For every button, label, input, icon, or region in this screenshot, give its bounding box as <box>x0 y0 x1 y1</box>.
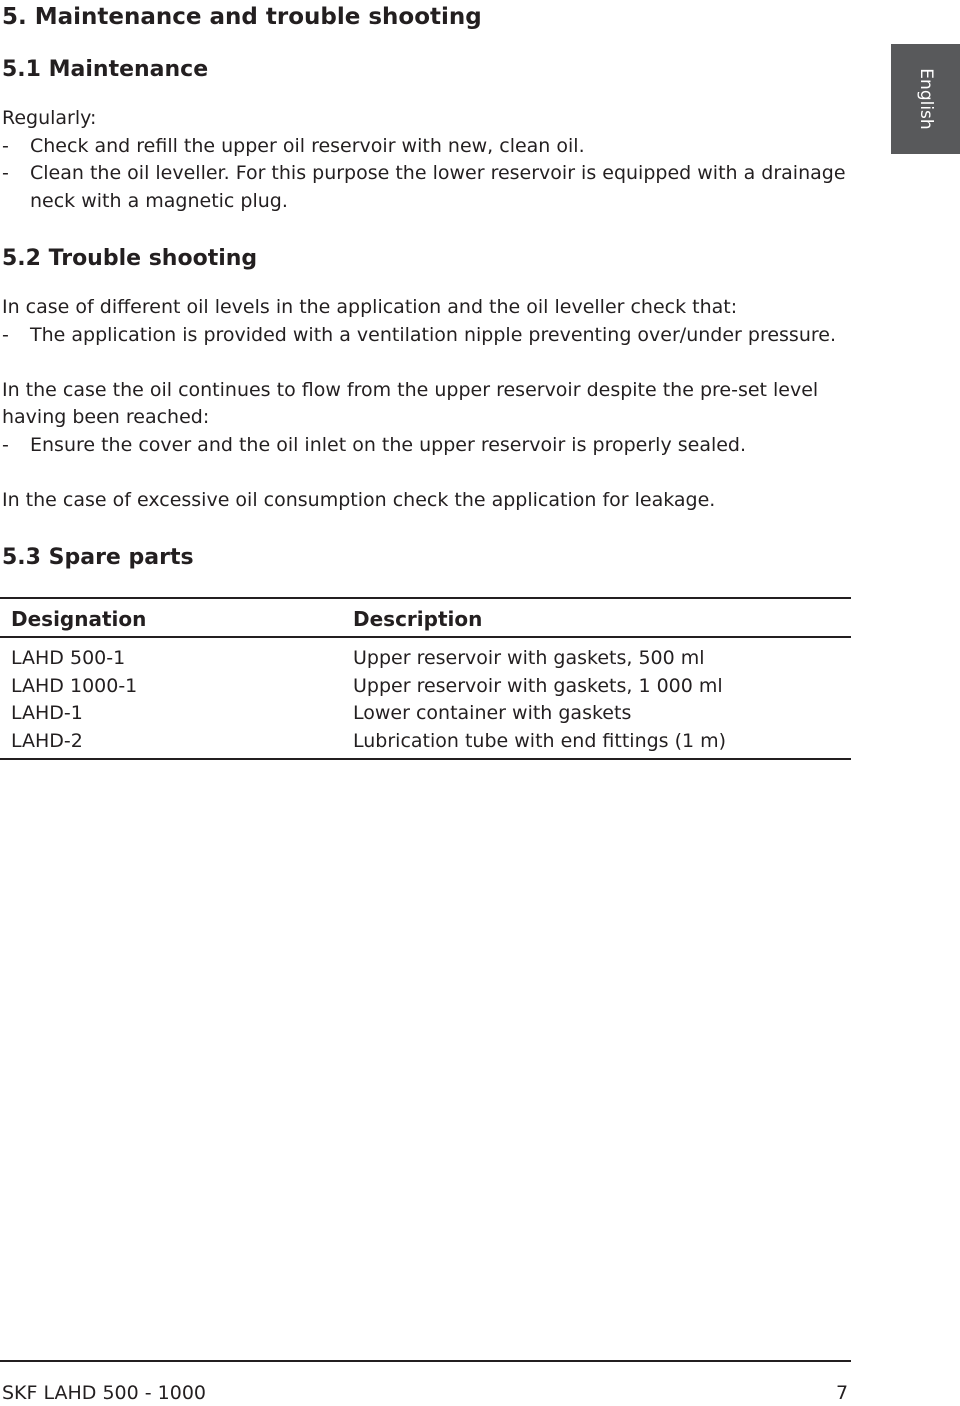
trouble-item-1 <box>2 322 836 350</box>
maintenance-intro: Regularly: <box>2 107 97 129</box>
footer-page-number: 7 <box>836 1382 849 1404</box>
maintenance-item-2 <box>2 160 846 188</box>
trouble-item-2-text: Ensure the cover and the oil inlet on the upper reservoir is properly sealed. <box>30 433 747 456</box>
maintenance-item-1-text: Check and refill the upper oil reservoir with new, clean oil. <box>30 134 585 157</box>
table-top-rule <box>0 597 851 599</box>
language-tab-label: English <box>915 68 936 130</box>
trouble-para-1: In case of different oil levels in the application and the oil leveller check that: <box>2 296 738 318</box>
footer-rule <box>0 1360 851 1362</box>
section-heading-spare-parts: 5.3 Spare parts <box>2 545 194 570</box>
maintenance-item-2-continued: neck with a magnetic plug. <box>30 189 288 212</box>
section-heading-maintenance: 5.1 Maintenance <box>2 57 209 82</box>
table-header-rule <box>0 636 851 638</box>
table-cell-designation: LAHD-2 <box>11 729 83 752</box>
list-dash: - <box>2 433 9 456</box>
footer-product-name: SKF LAHD 500 - 1000 <box>2 1382 207 1404</box>
list-dash: - <box>2 134 9 157</box>
trouble-para-2-line-2: having been reached: <box>2 406 210 428</box>
maintenance-item-2-text: Clean the oil leveller. For this purpose the lower reservoir is equipped with a drainage <box>30 162 846 184</box>
trouble-item-2 <box>2 432 747 460</box>
trouble-para-3: In the case of excessive oil consumption check the application for leakage. <box>2 488 716 511</box>
table-cell-description: Upper reservoir with gaskets, 1 000 ml <box>353 674 723 697</box>
list-dash: - <box>2 162 9 184</box>
trouble-item-1-text: The application is provided with a ventilation nipple preventing over/under pressure. <box>30 323 836 346</box>
language-tab <box>891 44 960 154</box>
table-cell-designation: LAHD 1000-1 <box>11 674 138 697</box>
section-heading-trouble-shooting: 5.2 Trouble shooting <box>2 246 258 271</box>
table-cell-designation: LAHD-1 <box>11 702 83 724</box>
table-cell-designation: LAHD 500-1 <box>11 647 126 669</box>
table-bottom-rule <box>0 758 851 760</box>
table-cell-description: Lubrication tube with end fittings (1 m) <box>353 729 727 752</box>
table-cell-description: Lower container with gaskets <box>353 702 632 724</box>
trouble-para-2-line-1: In the case the oil continues to flow from the upper reservoir despite the pre-set level <box>2 378 819 401</box>
main-heading: 5. Maintenance and trouble shooting <box>2 4 482 30</box>
maintenance-item-1 <box>2 133 585 161</box>
list-dash: - <box>2 323 9 346</box>
table-header-description: Description <box>353 607 483 631</box>
table-cell-description: Upper reservoir with gaskets, 500 ml <box>353 647 705 669</box>
table-header-designation: Designation <box>11 607 147 631</box>
